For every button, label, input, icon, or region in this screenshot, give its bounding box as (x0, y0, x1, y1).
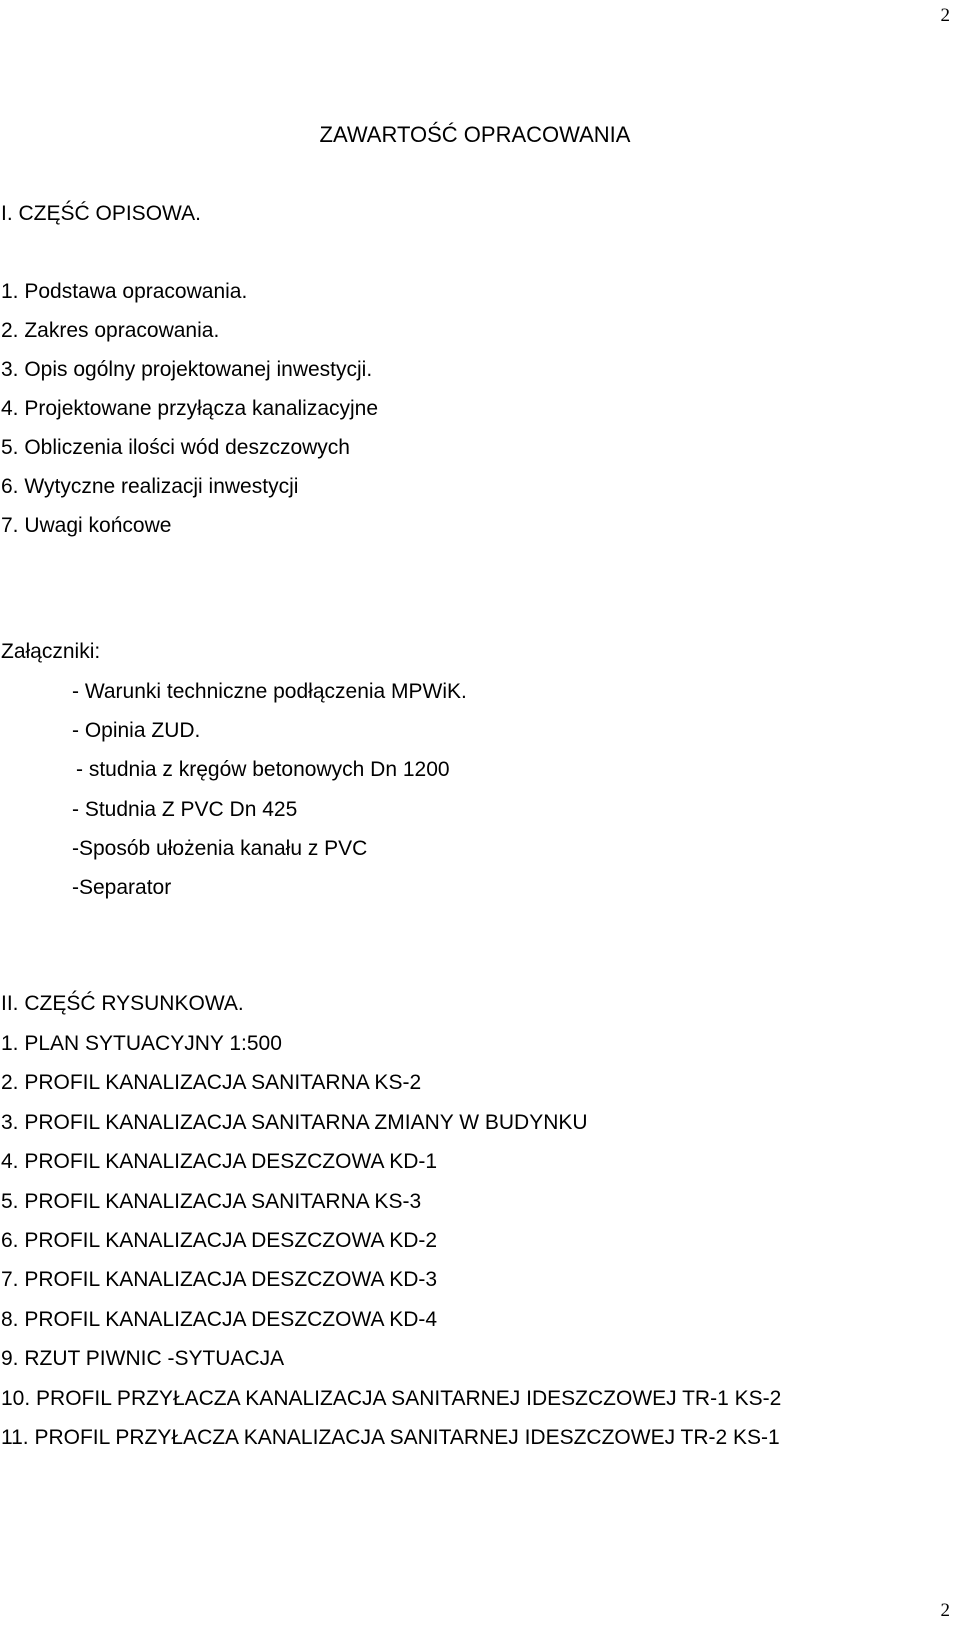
list-item: 3. Opis ogólny projektowanej inwestycji. (1, 358, 373, 381)
page-title-text: ZAWARTOŚĆ OPRACOWANIA (319, 122, 631, 147)
list-item: 3. PROFIL KANALIZACJA SANITARNA ZMIANY W BUDYNKU (1, 1110, 588, 1134)
list-item: 4. PROFIL KANALIZACJA DESZCZOWA KD-1 (1, 1150, 438, 1174)
attachment-item: - studnia z kręgów betonowych Dn 1200 (76, 758, 450, 781)
list-item: 6. Wytyczne realizacji inwestycji (1, 475, 299, 498)
list-item: 2. PROFIL KANALIZACJA SANITARNA KS-2 (1, 1071, 422, 1095)
part1-list (1, 281, 378, 554)
list-item: 11. PROFIL PRZYŁACZA KANALIZACJA SANITARNEJ IDESZCZOWEJ TR-2 KS-1 (1, 1425, 780, 1449)
list-item: 5. PROFIL KANALIZACJA SANITARNA KS-3 (1, 1189, 422, 1213)
page-number-top: 2 (940, 5, 950, 26)
page-number-bottom: 2 (940, 1600, 950, 1621)
list-item: 4. Projektowane przyłącza kanalizacyjne (1, 397, 379, 420)
attachments-heading: Załączniki: (1, 640, 101, 663)
attachment-item: -Separator (72, 876, 172, 899)
list-item: 10. PROFIL PRZYŁACZA KANALIZACJA SANITARNEJ IDESZCZOWEJ TR-1 KS-2 (1, 1386, 782, 1410)
list-item: 9. RZUT PIWNIC -SYTUACJA (1, 1347, 285, 1371)
attachment-item: -Sposób ułożenia kanału z PVC (72, 837, 368, 860)
page-title (0, 124, 960, 146)
list-item: 1. PLAN SYTUACYJNY 1:500 (1, 1032, 282, 1055)
list-item: 8. PROFIL KANALIZACJA DESZCZOWA KD-4 (1, 1307, 438, 1331)
part1-heading: I. CZĘŚĆ OPISOWA. (1, 202, 201, 225)
part2-heading: II. CZĘŚĆ RYSUNKOWA. (1, 992, 244, 1015)
list-item: 6. PROFIL KANALIZACJA DESZCZOWA KD-2 (1, 1228, 438, 1252)
list-item: 5. Obliczenia ilości wód deszczowych (1, 436, 350, 459)
list-item: 1. Podstawa opracowania. (1, 280, 248, 303)
part2-list (1, 1033, 781, 1466)
attachment-item: - Warunki techniczne podłączenia MPWiK. (72, 680, 467, 703)
attachment-item: - Opinia ZUD. (72, 719, 201, 742)
list-item: 2. Zakres opracowania. (1, 319, 220, 342)
list-item: 7. PROFIL KANALIZACJA DESZCZOWA KD-3 (1, 1268, 438, 1292)
attachment-item: - Studnia Z PVC Dn 425 (72, 798, 298, 821)
list-item: 7. Uwagi końcowe (1, 514, 172, 537)
